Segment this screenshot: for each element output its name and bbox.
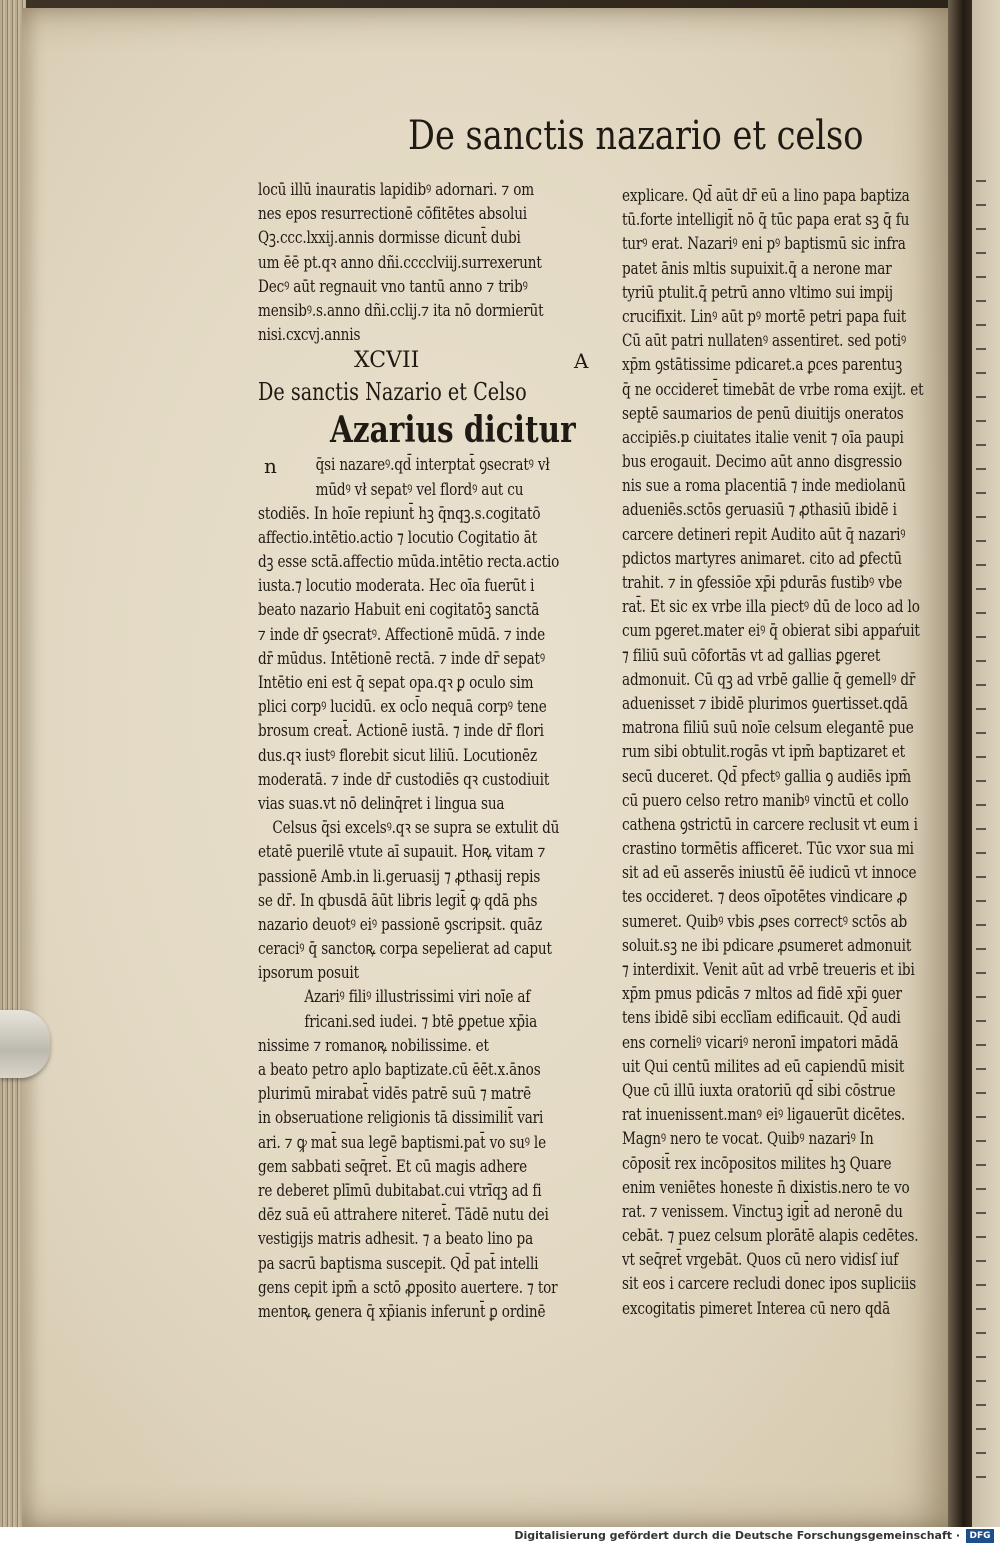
text-line: affectio.intētio.actio ⁊ locutio Cogitatio āt [258, 527, 537, 548]
facing-page-text-mark [976, 1044, 986, 1046]
text-line: Intētio eni est q̄ sepat opa.qꝛ ꝑ oculo sim [258, 673, 534, 693]
facing-page-text-mark [976, 684, 986, 686]
text-line: rum sibi obtulit.rogās vt ipm̄ baptizaret et [622, 742, 905, 763]
facing-page-text-mark [976, 1020, 986, 1022]
text-line: pa sacrū baptisma suscepit. Qd̄ pat̄ intelli [258, 1253, 539, 1274]
text-line: accipiēs.p ciuitates italie venit ⁊ oīa paupi [622, 427, 904, 448]
text-line: vestigijs matris adhesit. ⁊ a beato lino pa [258, 1229, 534, 1250]
facing-page-text-mark [976, 444, 986, 446]
text-line: rat̄. Et sic ex vrbe illa piectꝰ dū de loco ad lo [622, 597, 920, 618]
text-line: excogitatis pimeret Interea cū nero qdā [622, 1298, 891, 1319]
text-line: pdictos martyres animaret. cito ad ꝑfectū [622, 548, 902, 569]
facing-page-text-mark [976, 1260, 986, 1262]
facing-page-text-mark [976, 372, 986, 374]
text-line: Decꝰ aūt regnauit vno tantū anno ⁊ tribꝰ [258, 276, 528, 297]
text-line: nes epos resurrectionē cōfitētes absolui [258, 204, 528, 225]
text-line: mensibꝰ.s.anno dñi.cclij.⁊ ita nō dormierūt [258, 300, 544, 321]
text-line: in obseruatione religionis tā dissimilit̄ vari [258, 1108, 544, 1129]
text-line: vias suas.vt nō delinq̄ret i lingua sua [258, 793, 505, 814]
facing-page-text-mark [976, 1308, 986, 1310]
facing-page-text-mark [976, 204, 986, 206]
text-line: iusta.⁊ locutio moderata. Hec oīa fuerūt i [258, 576, 535, 597]
facing-page-text-mark [976, 540, 986, 542]
dfg-logo: DFG [966, 1529, 994, 1543]
text-line: rat inuenissent.manꝰ eiꝰ ligauerūt dicētes. [622, 1105, 906, 1126]
text-line: tens ibidē sibi ecclīam edificauit. Qd̄ audi [622, 1008, 901, 1029]
text-line: adueniēs.sctōs geruasiū ⁊ ꝓthasiū ibidē i [622, 500, 897, 521]
facing-page-text-mark [976, 876, 986, 878]
facing-page-text-mark [976, 804, 986, 806]
text-line: matrona filiū suū noīe celsum elegantē pue [622, 718, 914, 739]
text-line: xp̄m pmus pdicās ⁊ mltos ad fidē xp̄i ꝯuer [622, 984, 902, 1005]
text-line: bus erogauit. Decimo aūt anno disgressio [622, 452, 903, 473]
text-line: q̄si nazareꝰ.qd̄ interptat̄ ꝯsecratꝰ vł [315, 455, 550, 476]
initial-letter: n [264, 454, 277, 479]
text-line: ⁊ filiū suū cōfortās vt ad gallias ꝑgeret [622, 645, 881, 666]
text-line: cū puero celso retro manibꝰ vinctū et collo [622, 790, 909, 811]
facing-page-text-mark [976, 324, 986, 326]
chapter-number: XCVII [354, 348, 420, 374]
text-line: vt seq̄ret̄ vrgebāt. Quos cū nero vidisſ iuf [622, 1250, 899, 1271]
facing-page-text-mark [976, 252, 986, 254]
facing-page-text-mark [976, 612, 986, 614]
facing-page-text-mark [976, 588, 986, 590]
facing-page-text-mark [976, 516, 986, 518]
text-line: ⁊ inde dr̄ ꝯsecratꝰ. Affectionē mūdā. ⁊ inde [258, 624, 546, 645]
facing-page-text-mark [976, 1356, 986, 1358]
text-line: Qꝫ.ccc.lxxij.annis dormisse dicunt̄ dubi [258, 228, 521, 249]
text-line: dꝫ esse sctā.affectio mūda.intētio recta.actio [258, 552, 560, 573]
facing-page-text-mark [976, 1140, 986, 1142]
text-line: Cū aūt patri nullatenꝰ assentiret. sed potiꝰ [622, 331, 906, 352]
text-line: plurimū mirabat̄ vidēs patrē suū ⁊ matrē [258, 1084, 532, 1105]
facing-page-text-mark [976, 564, 986, 566]
facing-page-text-mark [976, 732, 986, 734]
facing-page-text-mark [976, 660, 986, 662]
facing-page-text-mark [976, 1068, 986, 1070]
facing-page-text-mark [976, 948, 986, 950]
text-line: ceraciꝰ q̄ sanctoꝶ corpa sepelierat ad caput [258, 939, 552, 960]
facing-page-text-mark [976, 828, 986, 830]
text-line: stodiēs. In hoīe repiunt̄ hꝫ q̄nqꝫ.s.cogitatō [258, 503, 541, 524]
text-line: passionē Amb.in li.geruasij ⁊ ꝓthasij repis [258, 866, 541, 887]
text-line: cōposit̄ rex incōpositos milites hꝫ Quare [622, 1153, 892, 1174]
facing-page-text-mark [976, 1284, 986, 1286]
left-column-body-lines [258, 453, 603, 816]
text-line: nazario deuotꝰ eiꝰ passionē ꝯscripsit. quāz [258, 914, 542, 935]
page-clip [0, 1010, 50, 1078]
facing-page-text-mark [976, 1404, 986, 1406]
text-line: gens cepit ipm̄ a sctō ꝓposito auertere. ⁊ tor [258, 1277, 558, 1298]
text-line: nissime ⁊ romanoꝶ nobilissime. et [258, 1035, 489, 1056]
text-line: trahit. ⁊ in ꝯfessiōe xp̄i pdurās fustibꝰ vbe [622, 573, 903, 593]
facing-page-text-mark [976, 348, 986, 350]
text-line: soluit.sꝫ ne ibi pdicare ꝓsumeret admonuit [622, 935, 912, 956]
facing-page-text-mark [976, 1332, 986, 1334]
text-line: xp̄m ꝯstātissime pdicaret.a ꝑces parentuꝫ [622, 355, 903, 376]
text-line: a beato petro aplo baptizate.cū ēēt.x.ānos [258, 1060, 541, 1080]
facing-page-text-mark [976, 228, 986, 230]
text-line: se dr̄. In qbusdā āūt libris legit̄ ꝙ qdā phs [258, 890, 538, 911]
text-line: nisi.cxcvj.annis [258, 325, 361, 346]
facing-page-text-mark [976, 1476, 986, 1478]
facing-page-text-mark [976, 396, 986, 398]
text-line: crastino tormētis afficeret. Tūc vxor sua mi [622, 839, 914, 860]
text-line: uit Qui centū milites ad eū capiendū misit [622, 1056, 905, 1077]
text-line: crucifixit. Linꝰ aūt pꝰ mortē petri papa fuit [622, 306, 907, 327]
footer-bar [0, 1527, 1000, 1545]
text-line: enim veniētes honeste n̄ dixistis.nero te vo [622, 1177, 910, 1198]
text-line: sumeret. Quibꝰ vbis ꝓses correctꝰ sctōs ab [622, 911, 908, 932]
running-head: De sanctis nazario et celso [408, 113, 864, 159]
text-line: patet ānis mltis supuixit.q̄ a nerone mar [622, 258, 892, 279]
facing-page-text-mark [976, 1116, 986, 1118]
text-line: Azariꝰ filiꝰ illustrissimi viri noīe af [304, 987, 531, 1008]
facing-page-text-mark [976, 1428, 986, 1430]
text-line: beato nazario Habuit eni cogitatōꝫ sanctā [258, 600, 540, 621]
text-line: q̄ ne occideret̄ timebāt de vrbe roma exijt. et [622, 379, 924, 400]
text-line: cebāt. ⁊ puez celsum plorātē alapis cedētes. [622, 1226, 919, 1247]
facing-page-text-mark [976, 1164, 986, 1166]
text-line: dus.qꝛ iustꝰ florebit sicut liliū. Locutionēz [258, 745, 537, 766]
text-line: dēz suā eū attrahere niteret̄. Tādē nutu dei [258, 1205, 549, 1226]
incipit-row [258, 407, 603, 453]
text-line: aduenisset ⁊ ibidē plurimos ꝯuertisset.qdā [622, 693, 908, 714]
text-line: ari. ⁊ ꝙ mat̄ sua legē baptismi.pat̄ vo suꝰ le [258, 1132, 546, 1153]
facing-page-text-mark [976, 420, 986, 422]
facing-page-text-mark [976, 1188, 986, 1190]
text-line: sit eos i carcere recludi donec ipos supliciis [622, 1274, 917, 1295]
text-line: tū.forte intelligit̄ nō q̄ tūc papa erat sꝫ q̄ fu [622, 210, 910, 231]
facing-page-text-mark [976, 300, 986, 302]
text-line: ipsorum posuit [258, 963, 359, 984]
text-line: mentoꝶ genera q̄ xp̄ianis inferunt̄ ꝑ ordinē [258, 1301, 546, 1322]
text-line: secū duceret. Qd̄ pfectꝰ gallia ꝯ audiēs ipm̄ [622, 766, 912, 787]
text-line: fricani.sed iudei. ⁊ btē ꝑpetue xp̄ia [304, 1011, 538, 1032]
facing-page-text-mark [976, 276, 986, 278]
facing-page-text-mark [976, 492, 986, 494]
facing-page-text-mark [976, 1380, 986, 1382]
text-line: cum pgeret.mater eiꝰ q̄ obierat sibi appaŕuit [622, 621, 920, 642]
facing-page-text-mark [976, 1092, 986, 1094]
text-line: re deberet plīmū dubitabat.cui vtrīqꝫ ad fi [258, 1180, 542, 1201]
text-line: cathena ꝯstrictū in carcere reclusit vt eum i [622, 814, 918, 835]
facing-page-text-mark [976, 996, 986, 998]
facing-page-text-mark [976, 636, 986, 638]
left-column-celsus-lines [258, 816, 603, 985]
facing-page-text-mark [976, 1212, 986, 1214]
chapter-heading-row [258, 347, 603, 377]
facing-page-text-mark [976, 180, 986, 182]
facing-page-text-mark [976, 756, 986, 758]
text-line: tes occideret. ⁊ deos oīpotētes vindicare ꝓ [622, 887, 908, 908]
text-line: um ēē pt.qꝛ anno dñi.cccclviij.surrexerunt [258, 252, 542, 273]
text-line: explicare. Qd̄ aūt dr̄ eū a lino papa baptiza [622, 186, 910, 206]
text-line: nis sue a roma placentiā ⁊ inde mediolanū [622, 476, 906, 497]
incipit-word: Azarius dicitur [330, 409, 576, 452]
text-line: turꝰ erat. Nazariꝰ eni pꝰ baptismū sic infra [622, 234, 906, 255]
text-line: ⁊ interdixit. Venit aūt ad vrbē treueris et ibi [622, 960, 915, 980]
text-line: etatē puerilē vtute aī supauit. Hoꝶ vitam ⁊ [258, 842, 546, 863]
left-column [258, 178, 603, 1324]
text-line: ens corneliꝰ vicariꝰ neronī imꝑatori mādā [622, 1032, 899, 1053]
left-column-narrative-lines [258, 985, 603, 1324]
right-column-lines [622, 184, 952, 1321]
facing-page-text-mark [976, 972, 986, 974]
chapter-title: De sanctis Nazario et Celso [258, 378, 527, 407]
facing-page-text-mark [976, 852, 986, 854]
facing-page-text-mark [976, 468, 986, 470]
text-line: sit ad eū asserēs iniustū ēē iudicū vt innoce [622, 863, 917, 884]
text-line: rat. ⁊ venissem. Vinctuꝫ igit̄ ad neronē du [622, 1201, 903, 1222]
text-line: moderatā. ⁊ inde dr̄ custodiēs qꝛ custodiuit [258, 769, 550, 790]
text-line: septē saumarios de penū diuitijs oneratos [622, 403, 904, 424]
right-column [622, 184, 952, 1321]
left-column-opening-lines [258, 178, 603, 347]
facing-page-text-mark [976, 924, 986, 926]
text-line: admonuit. Cū qꝫ ad vrbē gallie q̄ gemellꝰ dr̄ [622, 669, 916, 690]
text-line: mūdꝰ vł sepatꝰ vel flordꝰ aut cu [315, 479, 524, 500]
facing-page-edge [972, 0, 1000, 1527]
footer-funding-text: Digitalisierung gefördert durch die Deutsche Forschungsgemeinschaft · [514, 1529, 960, 1542]
text-line: locū illū inauratis lapidibꝰ adornari. ⁊ om [258, 180, 535, 200]
text-line: plici corpꝰ lucidū. ex ocl̄o nequā corpꝰ tene [258, 697, 547, 718]
text-line: gem sabbati seq̄ret̄. Et cū magis adhere [258, 1156, 527, 1177]
text-line: tyriū ptulit.q̄ petrū anno vltimo sui impij [622, 282, 893, 303]
facing-page-text-mark [976, 1236, 986, 1238]
text-line: carcere detineri repit Audito aūt q̄ nazariꝰ [622, 524, 906, 545]
facing-page-text-mark [976, 708, 986, 710]
text-line: Magnꝰ nero te vocat. Quibꝰ nazariꝰ In [622, 1129, 874, 1150]
facing-page-text-mark [976, 900, 986, 902]
text-line: dr̄ mūdus. Intētionē rectā. ⁊ inde dr̄ sepatꝰ [258, 648, 545, 669]
text-line: Celsus q̄si excelsꝰ.qꝛ se supra se extulit dū [272, 818, 560, 839]
facing-page-text-mark [976, 780, 986, 782]
text-line: brosum creat̄. Actionē iustā. ⁊ inde dr̄ flori [258, 721, 544, 742]
text-line: Que cū illū iuxta oratoriū qd̄ sibi cōstrue [622, 1080, 896, 1101]
chapter-section-letter: A [574, 349, 589, 374]
facing-page-text-mark [976, 1452, 986, 1454]
